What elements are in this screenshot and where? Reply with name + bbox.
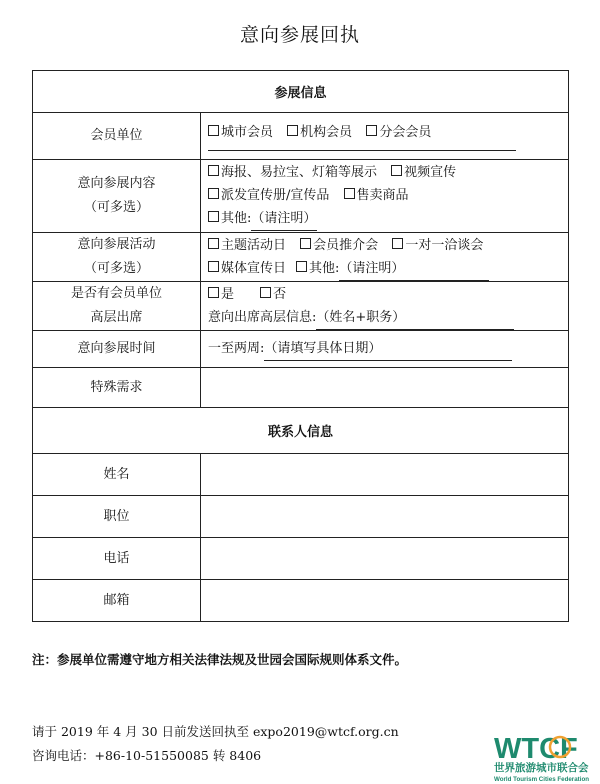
contact-input-phone[interactable] (201, 538, 569, 580)
checkbox-icon[interactable] (296, 261, 307, 272)
special-input-cell[interactable] (201, 368, 569, 408)
checkbox-icon[interactable] (208, 261, 219, 272)
other-activity-input-line[interactable]: （请注明） (339, 257, 489, 281)
option-other[interactable]: 其他:（请注明） (208, 211, 317, 226)
compliance-note: 注：参展单位需遵守地方相关法律法规及世园会国际规则体系文件。 (32, 652, 408, 667)
content-options (201, 160, 569, 233)
option-sell-goods[interactable]: 售卖商品 (344, 188, 409, 203)
senior-info-input-line[interactable]: （姓名+职务） (316, 306, 514, 330)
deadline-email-line: 请于 2019 年 4 月 30 日前发送回执至 expo2019@wtcf.org.cn (32, 724, 399, 739)
option-one-on-one[interactable]: 一对一洽谈会 (392, 238, 483, 253)
checkbox-icon[interactable] (260, 287, 271, 298)
time-label: 意向参展时间 (33, 331, 201, 368)
form-title: 意向参展回执 (239, 24, 360, 46)
member-unit-label: 会员单位 (33, 113, 201, 160)
contact-label-name: 姓名 (33, 454, 201, 496)
option-yes[interactable]: 是 (208, 287, 234, 302)
wtcf-logo (490, 728, 600, 784)
contact-phone-line: 咨询电话：+86-10-51550085 转 8406 (32, 748, 262, 763)
checkbox-icon[interactable] (366, 125, 377, 136)
option-no[interactable]: 否 (260, 287, 286, 302)
checkbox-icon[interactable] (392, 238, 403, 249)
option-branch-member[interactable]: 分会会员 (366, 125, 431, 140)
registration-form-table (32, 70, 569, 622)
option-institution-member[interactable]: 机构会员 (287, 125, 352, 140)
checkbox-icon[interactable] (208, 211, 219, 222)
logo-en-text: World Tourism Cities Federation (494, 776, 589, 783)
activity-options (201, 233, 569, 282)
senior-options (201, 282, 569, 331)
section-header-exhibit: 参展信息 (33, 71, 569, 113)
checkbox-icon[interactable] (344, 188, 355, 199)
option-city-member[interactable]: 城市会员 (208, 125, 273, 140)
contact-label-email: 邮箱 (33, 580, 201, 622)
contact-input-position[interactable] (201, 496, 569, 538)
checkbox-icon[interactable] (208, 188, 219, 199)
fill-line (208, 144, 516, 151)
checkbox-icon[interactable] (208, 125, 219, 136)
checkbox-icon[interactable] (208, 165, 219, 176)
option-brochure[interactable]: 派发宣传册/宣传品 (208, 188, 329, 203)
content-label: 意向参展内容 （可多选） (33, 160, 201, 233)
checkbox-icon[interactable] (300, 238, 311, 249)
time-input-line[interactable]: （请填写具体日期） (264, 337, 512, 361)
option-video[interactable]: 视频宣传 (391, 165, 456, 180)
checkbox-icon[interactable] (287, 125, 298, 136)
time-field: 一至两周:（请填写具体日期） (201, 331, 569, 368)
checkbox-icon[interactable] (208, 238, 219, 249)
logo-mark: WTCF (494, 733, 578, 765)
contact-label-position: 职位 (33, 496, 201, 538)
member-unit-options (201, 113, 569, 160)
section-header-contact: 联系人信息 (33, 408, 569, 454)
special-label: 特殊需求 (33, 368, 201, 408)
contact-label-phone: 电话 (33, 538, 201, 580)
logo-cn-text: 世界旅游城市联合会 (494, 762, 589, 774)
option-other-activity[interactable]: 其他:（请注明） (296, 261, 489, 276)
checkbox-icon[interactable] (208, 287, 219, 298)
option-theme-day[interactable]: 主题活动日 (208, 238, 286, 253)
senior-info-label: 意向出席高层信息: (208, 309, 317, 325)
senior-label: 是否有会员单位 高层出席 (33, 282, 201, 331)
contact-input-name[interactable] (201, 454, 569, 496)
option-poster-display[interactable]: 海报、易拉宝、灯箱等展示 (208, 165, 377, 180)
option-media-day[interactable]: 媒体宣传日 (208, 261, 286, 276)
checkbox-icon[interactable] (391, 165, 402, 176)
activity-label: 意向参展活动 （可多选） (33, 233, 201, 282)
contact-input-email[interactable] (201, 580, 569, 622)
other-input-line[interactable]: （请注明） (251, 207, 317, 231)
option-member-promotion[interactable]: 会员推介会 (300, 238, 378, 253)
